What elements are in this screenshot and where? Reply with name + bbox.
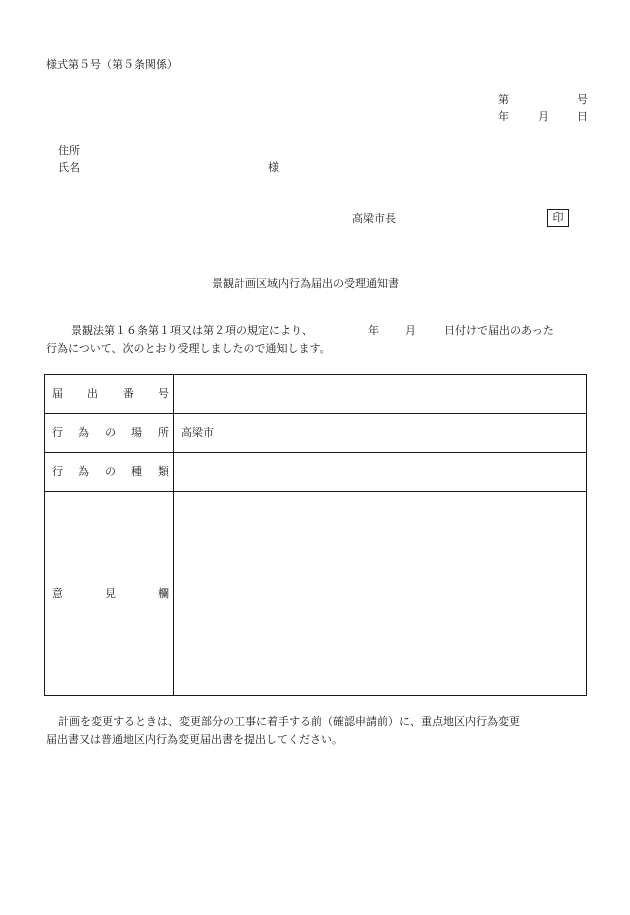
table-row-action-location	[45, 414, 586, 453]
table-row-notification-number	[45, 375, 586, 414]
label-char: 号	[158, 387, 169, 400]
body-month-label: 月	[405, 324, 416, 337]
form-number: 様式第５号（第５条関係）	[46, 58, 178, 71]
action-location-field[interactable]: 高梁市	[181, 426, 214, 439]
body-text-line1: 景観法第１６条第１項又は第２項の規定により、	[71, 324, 313, 337]
document-title: 景観計画区域内行為届出の受理通知書	[212, 277, 399, 290]
label-char: 番	[123, 387, 134, 400]
table-row-action-type	[45, 453, 586, 492]
address-label: 住所	[58, 144, 80, 157]
label-char: の	[105, 465, 116, 478]
label-char: 欄	[158, 586, 169, 600]
date-day-label: 日	[577, 110, 588, 123]
row-label-action-location	[45, 414, 174, 452]
label-char: 行	[52, 426, 63, 439]
label-char: 為	[78, 426, 89, 439]
document-number-prefix: 第	[498, 93, 509, 106]
body-year-label: 年	[368, 324, 379, 337]
label-char: 場	[131, 426, 142, 439]
label-char: 出	[87, 387, 98, 400]
label-char: の	[105, 426, 116, 439]
footer-note-line1: 計画を変更するときは、変更部分の工事に着手する前（確認申請前）に、重点地区内行為変更	[58, 715, 520, 728]
label-char: 種	[131, 465, 142, 478]
sender-title: 高梁市長	[352, 212, 396, 225]
name-label: 氏名	[58, 161, 80, 174]
label-char: 為	[78, 465, 89, 478]
honorific-label: 様	[268, 161, 279, 174]
document-number-suffix: 号	[577, 93, 588, 106]
label-char: 見	[105, 586, 116, 600]
row-label-opinion	[45, 492, 174, 695]
seal-mark: 印	[547, 209, 569, 227]
body-text-line2: 行為について、次のとおり受理しましたので通知します。	[46, 342, 331, 355]
table-row-opinion	[45, 492, 586, 695]
notification-table	[44, 374, 587, 696]
label-char: 行	[52, 465, 63, 478]
date-month-label: 月	[538, 110, 549, 123]
body-text-line1-end: 日付けで届出のあった	[444, 324, 554, 337]
row-label-notification-number	[45, 375, 174, 413]
label-char: 届	[52, 387, 63, 400]
date-year-label: 年	[498, 110, 509, 123]
label-char: 意	[52, 586, 63, 600]
footer-note-line2: 届出書又は普通地区内行為変更届出書を提出してください。	[46, 733, 343, 746]
label-char: 所	[158, 426, 169, 439]
row-label-action-type	[45, 453, 174, 491]
label-char: 類	[158, 465, 169, 478]
